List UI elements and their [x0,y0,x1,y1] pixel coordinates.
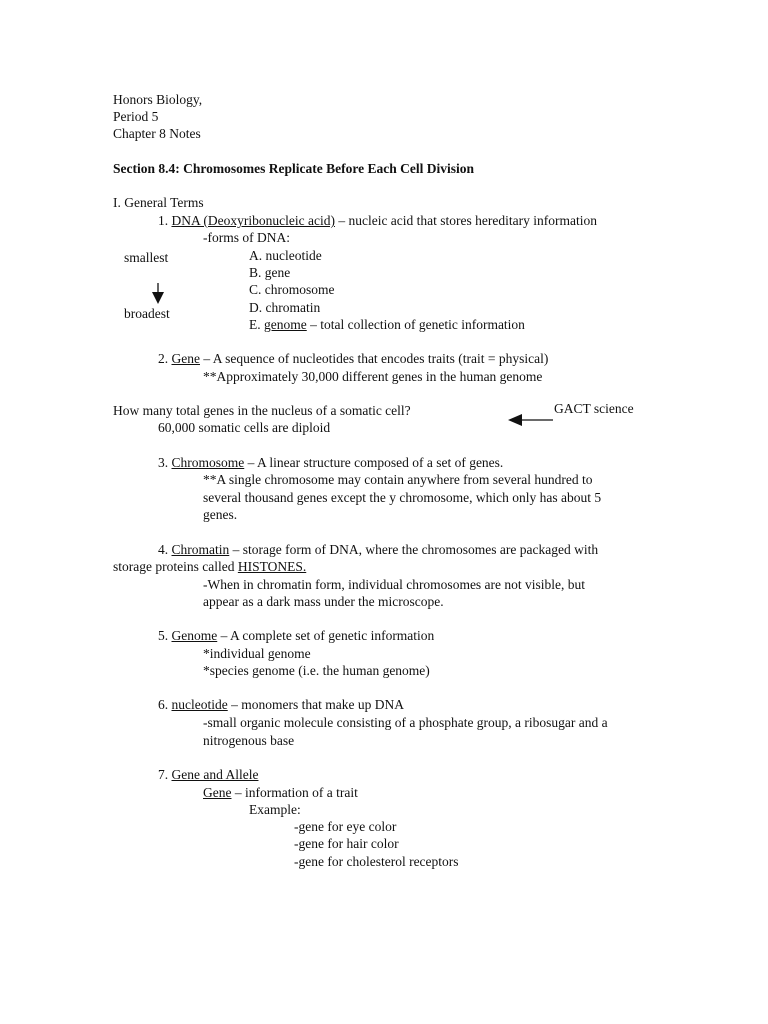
chromatin-note-1: -When in chromatin form, individual chromosomes are not visible, but [203,577,586,592]
dna-form-d: D. chromatin [249,300,321,315]
term-gene: 2. Gene – A sequence of nucleotides that encodes traits (trait = physical) [158,351,549,366]
genome-note-2: *species genome (i.e. the human genome) [203,663,430,678]
chromatin-note-2: appear as a dark mass under the microscope. [203,594,444,609]
section-title: Section 8.4: Chromosomes Replicate Before Each Cell Division [113,161,474,176]
label-broadest: broadest [124,306,170,321]
dna-form-a: A. nucleotide [249,248,322,263]
gact-note: GACT science [554,401,634,416]
dna-form-b: B. gene [249,265,291,280]
gene-note: **Approximately 30,000 different genes in the human genome [203,369,543,384]
term-chromosome: 3. Chromosome – A linear structure composed of a set of genes. [158,455,504,470]
question-text: How many total genes in the nucleus of a somatic cell? [113,403,411,418]
nucleotide-note-1: -small organic molecule consisting of a phosphate group, a ribosugar and a [203,715,608,730]
term-chromatin: 4. Chromatin – storage form of DNA, where the chromosomes are packaged with [158,542,599,557]
example-3: -gene for cholesterol receptors [294,854,459,869]
header-chapter: Chapter 8 Notes [113,126,201,141]
question-answer: 60,000 somatic cells are diploid [158,420,331,435]
dna-form-c: C. chromosome [249,282,335,297]
term-dna: 1. DNA (Deoxyribonucleic acid) – nucleic acid that stores hereditary information [158,213,597,228]
term-nucleotide: 6. nucleotide – monomers that make up DNA [158,697,404,712]
example-1: -gene for eye color [294,819,397,834]
dna-forms: -forms of DNA: [203,230,290,245]
chromosome-note-1: **A single chromosome may contain anywhere from several hundred to [203,472,593,487]
example-label: Example: [249,802,301,817]
nucleotide-note-2: nitrogenous base [203,733,295,748]
chromatin-line-2: storage proteins called HISTONES. [113,559,307,574]
general-terms-heading: I. General Terms [113,195,204,210]
down-arrow-icon [152,283,164,304]
genome-note-1: *individual genome [203,646,311,661]
label-smallest: smallest [124,250,169,265]
left-arrow-icon [508,414,553,426]
example-2: -gene for hair color [294,836,399,851]
dna-form-e: E. genome – total collection of genetic information [249,317,525,332]
gene-allele-gene: Gene – information of a trait [203,785,358,800]
chromosome-note-3: genes. [203,507,238,522]
term-dna-label: DNA (Deoxyribonucleic acid) [171,213,335,228]
chromosome-note-2: several thousand genes except the y chromosome, which only has about 5 [203,490,602,505]
header-period: Period 5 [113,109,159,124]
header-course: Honors Biology, [113,92,203,107]
term-gene-allele: 7. Gene and Allele [158,767,259,782]
term-genome: 5. Genome – A complete set of genetic information [158,628,435,643]
